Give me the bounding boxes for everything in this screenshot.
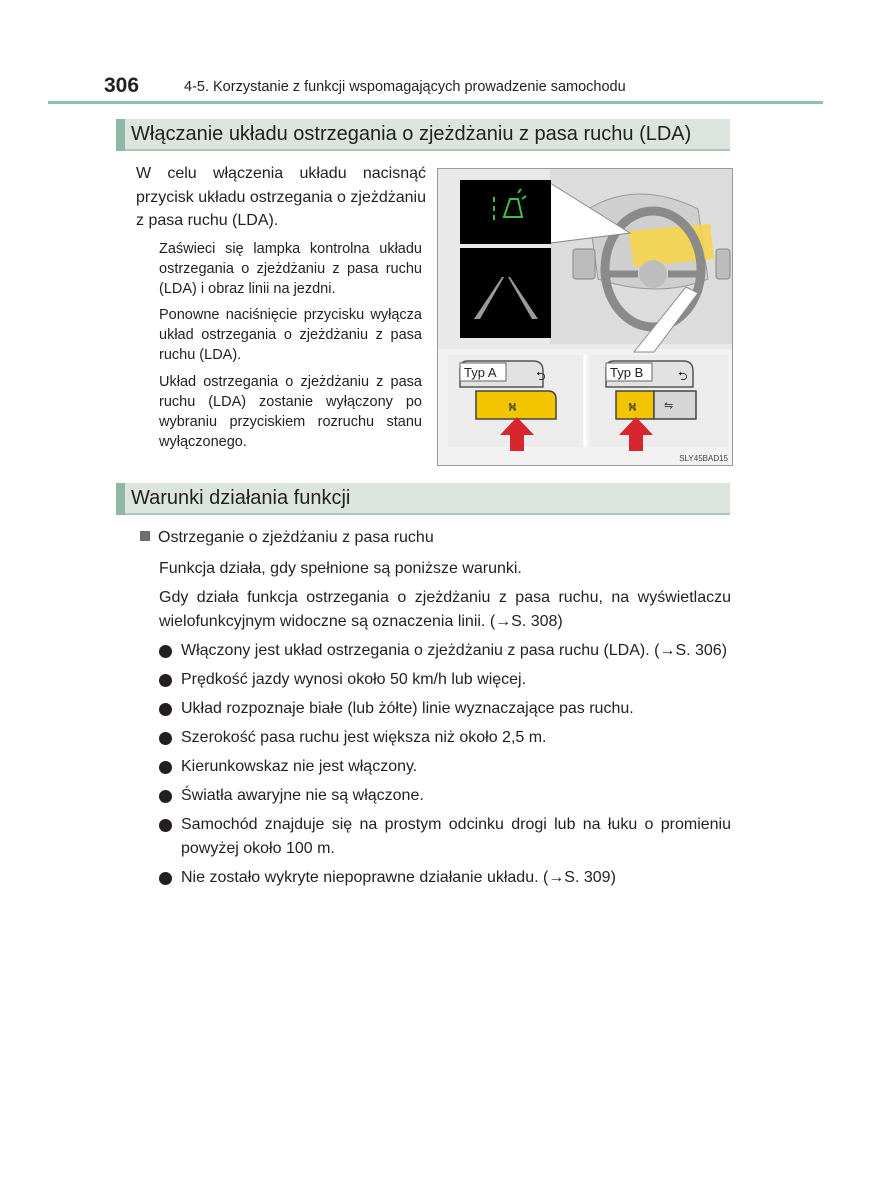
list-item: Światła awaryjne nie są włączone. [159,784,731,808]
bullet-dot-icon [159,732,172,745]
conditions-intro: Funkcja działa, gdy spełnione są poniższe warunki. [159,560,522,577]
svg-text:⛕: ⛕ [628,400,637,414]
section-heading-conditions [116,483,730,515]
list-item: Nie zostało wykryte niepoprawne działanie układu. (→S. 309) [159,866,731,890]
bullet-dot-icon [159,819,172,832]
svg-text:⮌: ⮌ [536,369,546,383]
lda-figure [437,168,733,466]
lda-illustration [438,169,732,465]
list-item: Włączony jest układ ostrzegania o zjeżdżaniu z pasa ruchu (LDA). (→S. 306) [159,639,731,663]
conditions-list [159,639,731,895]
section-heading-lda [116,119,730,151]
bullet-dot-icon [159,790,172,803]
header-rule [48,101,823,104]
section-title: Warunki działania funkcji [131,487,351,509]
figure-code: SLY45BAD15 [679,454,728,463]
bullet-dot-icon [159,761,172,774]
svg-text:⇋: ⇋ [664,399,674,412]
label-type-a: Typ A [464,365,497,380]
svg-text:⮌: ⮌ [678,369,688,383]
display-note: Gdy działa funkcja ostrzegania o zjeżdżaniu z pasa ruchu, na wyświetlaczu wielofunkcyjnym widoczne są oznaczenia linii. (→S. 308) [159,589,731,630]
label-type-b: Typ B [610,365,644,380]
subheading [140,529,434,547]
bullet-dot-icon [159,674,172,687]
bullet-dot-icon [159,645,172,658]
chapter-title: 4-5. Korzystanie z funkcji wspomagających prowadzenie samochodu [184,79,626,95]
page-number: 306 [104,74,140,97]
page-header [104,74,824,104]
square-bullet-icon [140,531,150,541]
bullet-dot-icon [159,872,172,885]
svg-text:⛕: ⛕ [508,400,517,414]
list-item: Prędkość jazdy wynosi około 50 km/h lub więcej. [159,668,731,692]
list-item: Szerokość pasa ruchu jest większa niż około 2,5 m. [159,726,731,750]
subheading-text: Ostrzeganie o zjeżdżaniu z pasa ruchu [158,529,434,546]
note-indicator: Zaświeci się lampka kontrolna układu ostrzegania o zjeżdżaniu z pasa ruchu (LDA) i obraz linii na jezdni. [159,241,422,297]
note-power-off: Układ ostrzegania o zjeżdżaniu z pasa ruchu (LDA) zostanie wyłączony po wybraniu przyciskiem rozruchu stanu wyłączonego. [159,374,422,450]
note-press-again: Ponowne naciśnięcie przycisku wyłącza układ ostrzegania o zjeżdżaniu z pasa ruchu (LDA). [159,307,422,363]
list-item: Układ rozpoznaje białe (lub żółte) linie wyznaczające pas ruchu. [159,697,731,721]
list-item: Kierunkowskaz nie jest włączony. [159,755,731,779]
lane-display-panel [460,248,551,338]
bullet-dot-icon [159,703,172,716]
list-item: Samochód znajduje się na prostym odcinku drogi lub na łuku o promieniu powyżej około 100 m. [159,813,731,861]
intro-paragraph: W celu włączenia układu nacisnąć przycisk układu ostrzegania o zjeżdżaniu z pasa ruchu (LDA). [136,165,426,229]
section-title: Włączanie układu ostrzegania o zjeżdżaniu z pasa ruchu (LDA) [131,123,692,145]
